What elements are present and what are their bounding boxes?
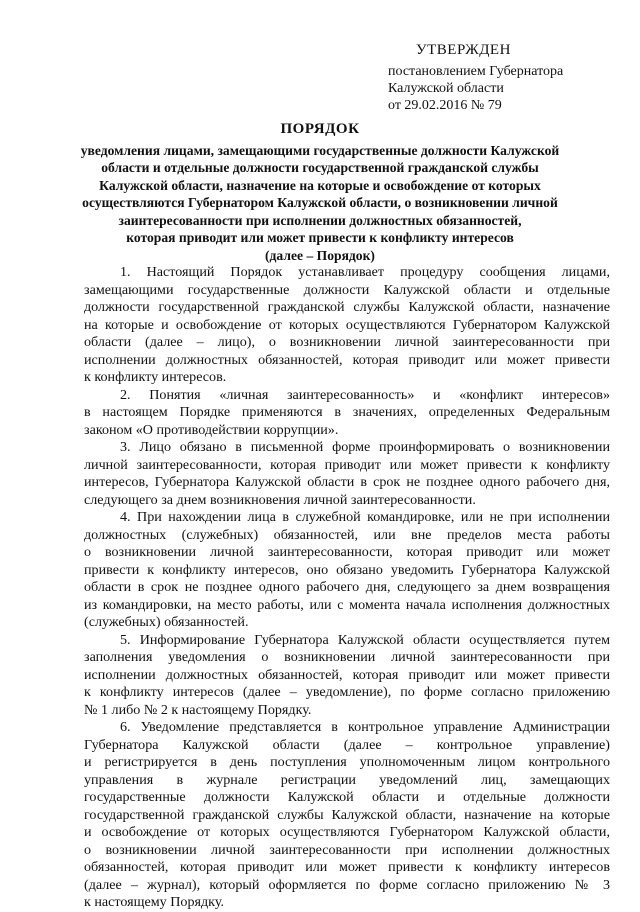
paragraph-3 xyxy=(84,439,610,509)
title-line: заинтересованности при исполнении должностных обязанностей, xyxy=(118,212,522,228)
paragraph-line: интересов, Губернатора Калужской области в срок не позднее одного рабочего дня, xyxy=(84,474,610,490)
paragraph-line: области (далее – лицо), о возникновении личной заинтересованности при xyxy=(84,334,610,350)
document-body xyxy=(84,264,610,912)
paragraph-line: к конфликту интересов (далее – уведомление), по форме согласно приложению xyxy=(84,684,610,700)
paragraph-line: 2. Понятия «личная заинтересованность» и «конфликт интересов» xyxy=(120,386,610,403)
paragraph-line: обязанностей, которая приводит или может привести к конфликту интересов xyxy=(84,859,610,875)
paragraph-line: 5. Информирование Губернатора Калужской области осуществляется путем xyxy=(120,631,610,648)
paragraph-line: в настоящем Порядке применяются в значениях, определенных Федеральным xyxy=(84,404,610,420)
paragraph-line: Губернатора Калужской области (далее – контрольное управление) xyxy=(84,736,610,753)
paragraph-line: (далее – журнал), который оформляется по форме согласно приложению № 3 xyxy=(84,876,610,893)
paragraph-line: (служебных) обязанностей. xyxy=(84,614,249,630)
paragraph-line: исполнении должностных обязанностей, которая приводит или может привести xyxy=(84,351,610,368)
paragraph-line: исполнении должностных обязанностей, которая приводит или может привести xyxy=(84,666,610,683)
paragraph-line: о возникновении личной заинтересованности при исполнении должностных xyxy=(84,841,610,858)
paragraph-line: и освобождение от которых осуществляются Губернатором Калужской области, xyxy=(84,824,610,840)
paragraph-line: 6. Уведомление представляется в контрольное управление Администрации xyxy=(120,719,610,735)
paragraph-line: заполнения уведомления о возникновении личной заинтересованности при xyxy=(84,649,610,665)
paragraph-4 xyxy=(84,509,610,632)
paragraph-line: к настоящему Порядку. xyxy=(84,894,224,910)
title-line: (далее – Порядок) xyxy=(265,247,375,263)
title-line: Калужской области, назначение на которые и освобождение от которых xyxy=(99,177,541,193)
paragraph-line: государственные должности Калужской области и отдельные должности xyxy=(84,789,610,805)
paragraph-2 xyxy=(84,387,610,440)
paragraph-line: должности государственной гражданской службы Калужской области, назначение xyxy=(84,299,610,315)
paragraph-line: 3. Лицо обязано в письменной форме проинформировать о возникновении xyxy=(120,439,610,455)
paragraph-line: государственной гражданской службы Калужской области, назначение на которые xyxy=(84,806,610,823)
paragraph-line: должностных (служебных) обязанностей, или вне пределов места работы xyxy=(84,526,610,543)
title-line: уведомления лицами, замещающими государственные должности Калужской xyxy=(80,142,560,158)
approval-heading: УТВЕРЖДЕН xyxy=(416,42,511,58)
approval-line-1: постановлением Губернатора xyxy=(388,64,564,79)
approval-line-2: Калужской области xyxy=(388,81,504,96)
paragraph-line: личной заинтересованности, которая приводит или может привести к конфликту xyxy=(84,456,610,473)
title-line: которая приводит или может привести к конфликту интересов xyxy=(126,230,514,245)
paragraph-line: замещающими государственные должности Калужской области и отдельные xyxy=(84,281,610,298)
approval-line-3: от 29.02.2016 № 79 xyxy=(388,98,502,113)
paragraph-line: следующего за днем возникновения личной заинтересованности. xyxy=(84,491,476,508)
paragraph-line: и регистрируется в день поступления уполномоченным лицом контрольного xyxy=(84,754,610,770)
title-main: ПОРЯДОК xyxy=(280,121,360,137)
paragraph-6 xyxy=(84,719,610,912)
paragraph-1 xyxy=(84,264,610,387)
title-line: области и отдельные должности государственной гражданской службы xyxy=(101,160,539,175)
document-title xyxy=(0,121,640,264)
title-line: осуществляются Губернатором Калужской области, о возникновении личной xyxy=(82,195,558,210)
paragraph-line: привести к конфликту интересов, оно обязано уведомить Губернатора Калужской xyxy=(84,561,610,578)
paragraph-5 xyxy=(84,632,610,720)
paragraph-line: на которые и освобождение от которых осуществляются Губернатором Калужской xyxy=(84,316,610,333)
paragraph-line: к конфликту интересов. xyxy=(84,369,227,385)
paragraph-line: законом «О противодействии коррупции». xyxy=(84,421,339,438)
paragraph-line: управления в журнале регистрации уведомлений лиц, замещающих xyxy=(84,771,610,788)
paragraph-line: из командировки, на место работы, или с момента начала исполнения должностных xyxy=(84,596,610,613)
paragraph-line: области в срок не позднее одного рабочего дня, следующего за днем возвращения xyxy=(84,579,610,595)
paragraph-line: 1. Настоящий Порядок устанавливает процедуру сообщения лицами, xyxy=(120,264,610,280)
paragraph-line: 4. При нахождении лица в служебной командировке, или не при исполнении xyxy=(120,509,610,525)
paragraph-line: № 1 либо № 2 к настоящему Порядку. xyxy=(84,701,312,718)
paragraph-line: о возникновении личной заинтересованности, которая приводит или может xyxy=(84,544,610,560)
